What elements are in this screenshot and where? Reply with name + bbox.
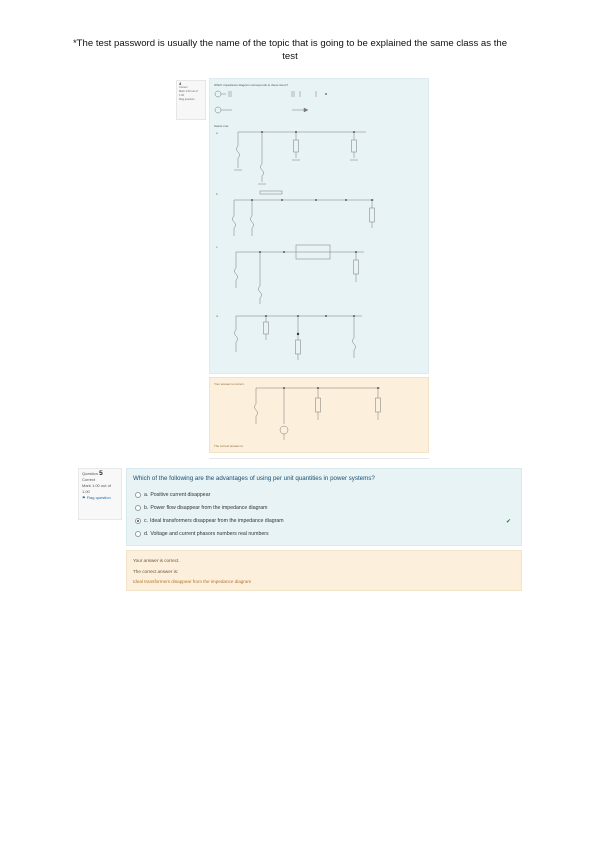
question-5-card: [126, 468, 522, 546]
option-text: Voltage and current phasors numbers real numbers: [150, 531, 269, 537]
option-b-diagram: [226, 188, 381, 244]
radio-button[interactable]: [135, 531, 141, 537]
question-separator: [209, 458, 429, 459]
question-text: Which impedance diagram corresponds to these items?: [214, 83, 289, 87]
option-d-diagram: [226, 308, 376, 370]
option-a-diagram: [224, 124, 374, 190]
question-label: Question: [82, 471, 99, 476]
status-text: Correct: [82, 477, 96, 482]
status-text: Correct: [179, 86, 188, 89]
answer-option-b[interactable]: [135, 504, 267, 512]
option-letter: b.: [144, 505, 149, 511]
flag-question-label: Flag question: [86, 495, 111, 500]
option-text: Power flow disappear from the impedance diagram: [150, 505, 268, 511]
answer-option-d[interactable]: [135, 530, 269, 538]
option-c-label[interactable]: c.: [216, 245, 219, 249]
feedback-correct-label: The correct answer is:: [214, 444, 244, 448]
feedback-correct-answer: Ideal transformers disappear from the impedance diagram: [133, 579, 252, 584]
check-icon: ✔: [505, 519, 511, 525]
flag-question-link[interactable]: Flag question: [179, 98, 195, 101]
flag-question-link[interactable]: [82, 495, 118, 501]
select-one-label: Select one:: [214, 124, 230, 128]
question-number: 4: [179, 81, 182, 86]
radio-button[interactable]: [135, 505, 141, 511]
note-line-1: *The test password is usually the name of the topic that is going to be explained the same class as the: [72, 38, 508, 49]
radio-button[interactable]: [135, 492, 141, 498]
password-note: [10, 37, 570, 63]
flag-icon: ⚑: [82, 495, 86, 500]
option-letter: d.: [144, 531, 149, 537]
option-text: Positive current disappear: [150, 492, 211, 498]
question-5-info: [78, 468, 122, 520]
feedback-diagram: [232, 380, 402, 446]
symbol-legend-diagram: [212, 86, 362, 120]
question-5-feedback: [126, 550, 522, 591]
option-d-label[interactable]: d.: [216, 314, 219, 318]
question-text: Which of the following are the advantages of using per unit quantities in power systems?: [133, 475, 375, 482]
question-number: 5: [99, 470, 103, 477]
feedback-correct-label: The correct answer is:: [133, 569, 179, 574]
note-line-2: test: [282, 51, 298, 62]
option-letter: a.: [144, 492, 149, 498]
option-b-label[interactable]: b.: [216, 192, 219, 196]
mark-text: Mark 1.00 out of 1.00: [179, 90, 198, 97]
option-letter: c.: [144, 518, 149, 524]
answer-option-c[interactable]: [135, 517, 284, 525]
radio-button-selected[interactable]: [135, 518, 141, 524]
option-text: Ideal transformers disappear from the impedance diagram: [150, 518, 284, 524]
feedback-status: Your answer is correct.: [133, 558, 180, 563]
question-4-info: [176, 80, 206, 120]
option-c-diagram: [226, 242, 376, 306]
feedback-status: Your answer is correct.: [214, 382, 245, 386]
mark-text: Mark 1.00 out of 1.00: [82, 483, 111, 494]
answer-option-a[interactable]: [135, 491, 210, 499]
option-a-label[interactable]: a.: [216, 131, 219, 135]
